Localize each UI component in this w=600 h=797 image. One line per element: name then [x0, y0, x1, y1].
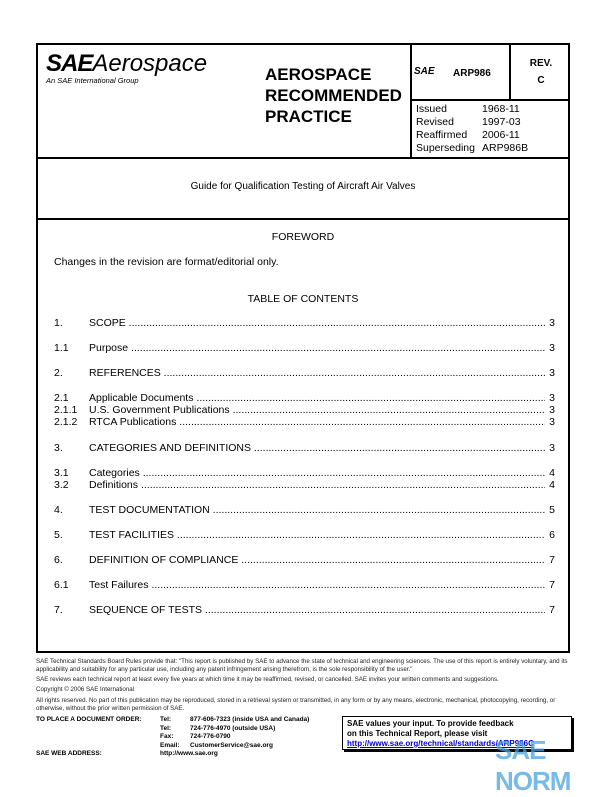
toc-title: Test Failures ..... — [89, 579, 545, 592]
toc-number: 3. — [54, 442, 63, 454]
contact-value: CustomerService@sae.org — [190, 741, 273, 749]
date-block — [416, 103, 528, 155]
revision — [510, 55, 572, 89]
sae-aerospace-logo — [46, 50, 207, 78]
divider — [410, 43, 412, 158]
toc-title: Definitions ..... — [89, 479, 545, 492]
contact-row — [160, 733, 309, 742]
contacts — [160, 716, 309, 750]
toc-title: DEFINITION OF COMPLIANCE ..... — [89, 554, 545, 567]
date-value: 1997-03 — [482, 116, 521, 128]
contact-label: Tel: — [160, 724, 172, 732]
feedback-link[interactable]: http://www.sae.org/technical/standards/ARP986C — [347, 739, 534, 748]
feedback-text: SAE values your input. To provide feedback — [347, 719, 514, 728]
contact-row — [160, 742, 309, 751]
toc-page: 7 — [549, 554, 555, 566]
document-subject: Guide for Qualification Testing of Aircraft Air Valves — [190, 181, 416, 192]
toc-number: 6.1 — [54, 579, 69, 591]
watermark-logo: SAE NORM — [495, 735, 571, 796]
date-row — [416, 129, 528, 142]
toc-entry[interactable] — [54, 504, 555, 517]
toc-entry[interactable] — [54, 367, 555, 380]
date-label: Reaffirmed — [416, 129, 468, 141]
toc-page: 3 — [549, 392, 555, 404]
rev-value: C — [537, 75, 545, 86]
toc-page: 4 — [549, 479, 555, 491]
toc-page: 3 — [549, 416, 555, 428]
logo-sae: SAE — [46, 50, 93, 77]
toc-title: TEST FACILITIES ..... — [89, 529, 545, 542]
foreword-text: Changes in the revision are format/editorial only. — [54, 256, 279, 268]
toc-page: 3 — [549, 317, 555, 329]
toc-title: REFERENCES ..... — [89, 367, 545, 380]
doc-type-line: RECOMMENDED — [265, 86, 402, 105]
toc-entry[interactable] — [54, 579, 555, 592]
feedback-text: on this Technical Report, please visit — [347, 729, 488, 738]
toc-number: 3.2 — [54, 479, 69, 491]
divider — [410, 99, 570, 101]
date-label: Superseding — [416, 142, 475, 154]
toc-title: SCOPE ..... — [89, 317, 545, 330]
copyright: Copyright © 2006 SAE International — [36, 686, 135, 693]
contact-label: Email: — [160, 741, 180, 749]
toc-number: 4. — [54, 504, 63, 516]
toc-number: 6. — [54, 554, 63, 566]
toc-title: TEST DOCUMENTATION ..... — [89, 504, 545, 517]
toc-page: 7 — [549, 604, 555, 616]
toc-title: RTCA Publications ..... — [89, 416, 545, 429]
logo-word: Aerospace — [92, 50, 208, 77]
toc-number: 5. — [54, 529, 63, 541]
doc-type-line: PRACTICE — [265, 107, 352, 126]
toc-title: CATEGORIES AND DEFINITIONS ..... — [89, 442, 545, 455]
toc-title: Applicable Documents ..... — [89, 392, 545, 405]
toc-number: 1.1 — [54, 342, 69, 354]
toc-page: 7 — [549, 579, 555, 591]
toc-page: 3 — [549, 367, 555, 379]
contact-value: 724-776-0790 — [190, 733, 231, 740]
toc-page: 5 — [549, 504, 555, 516]
contact-label: Tel: — [160, 716, 172, 723]
date-label: Revised — [416, 116, 454, 128]
toc-page: 3 — [549, 442, 555, 454]
date-value: 2006-11 — [482, 129, 520, 141]
standards-rules: SAE Technical Standards Board Rules provide that: "This report is published by SAE to advance the state of technical and engineering sciences. The use of this report is entirely voluntary, and its applicability and suitability for any particular use, including any patent infringement arising therefrom, is the sole responsibility of the user." — [36, 658, 568, 673]
toc-page: 6 — [549, 529, 555, 541]
date-value: ARP986B — [482, 142, 529, 154]
contact-value: 877-606-7323 (inside USA and Canada) — [190, 716, 310, 723]
rev-label: REV. — [529, 58, 553, 69]
toc-title: U.S. Government Publications ..... — [89, 404, 545, 417]
contact-row — [160, 725, 309, 734]
toc-number: 3.1 — [54, 467, 69, 479]
web-label: SAE WEB ADDRESS: — [36, 750, 102, 757]
date-row — [416, 116, 528, 129]
contact-row — [160, 716, 309, 725]
rights-notice: All rights reserved. No part of this publication may be reproduced, stored in a retrieval system or transmitted, in any form or by any means, electronic, mechanical, photocopying, recording, or otherwise, without the prior written permission of SAE. — [36, 697, 556, 712]
date-row — [416, 142, 528, 155]
toc-page: 3 — [549, 342, 555, 354]
toc-number: 2.1 — [54, 392, 69, 404]
date-row — [416, 103, 528, 116]
toc-entry[interactable] — [54, 554, 555, 567]
toc-page: 3 — [549, 404, 555, 416]
toc-number: 2. — [54, 367, 63, 379]
toc-entry[interactable] — [54, 442, 555, 455]
date-value: 1968-11 — [482, 103, 520, 115]
toc-entry[interactable] — [54, 416, 555, 429]
toc-title: Categories ..... — [89, 467, 545, 480]
doc-type-line: AEROSPACE — [265, 65, 372, 84]
foreword-heading: FOREWORD — [271, 231, 335, 243]
sae-mark: SAE — [414, 66, 435, 77]
divider — [36, 218, 570, 220]
logo-tagline: An SAE International Group — [46, 76, 139, 85]
document-number: ARP986 — [453, 68, 491, 79]
toc-entry[interactable] — [54, 604, 555, 617]
toc-number: 2.1.1 — [54, 404, 78, 416]
toc-heading: TABLE OF CONTENTS — [247, 293, 359, 305]
date-label: Issued — [416, 103, 447, 115]
toc-title: Purpose ..... — [89, 342, 545, 355]
contact-label: Fax: — [160, 733, 174, 740]
toc-entry[interactable] — [54, 317, 555, 330]
order-label: TO PLACE A DOCUMENT ORDER: — [36, 716, 142, 723]
web-address[interactable]: http://www.sae.org — [160, 750, 218, 757]
toc-page: 4 — [549, 467, 555, 479]
toc-entry[interactable] — [54, 479, 555, 492]
toc-number: 2.1.2 — [54, 416, 78, 428]
document-type — [265, 64, 402, 127]
divider — [36, 157, 570, 159]
review-note: SAE reviews each technical report at least every five years at which time it may be reaffirmed, revised, or cancelled. SAE invites your written comments and suggestions. — [36, 676, 499, 683]
toc-title: SEQUENCE OF TESTS ..... — [89, 604, 545, 617]
toc-number: 7. — [54, 604, 63, 616]
toc-entry[interactable] — [54, 529, 555, 542]
toc-number: 1. — [54, 317, 63, 329]
contact-value: 724-776-4970 (outside USA) — [190, 724, 276, 732]
toc-entry[interactable] — [54, 342, 555, 355]
